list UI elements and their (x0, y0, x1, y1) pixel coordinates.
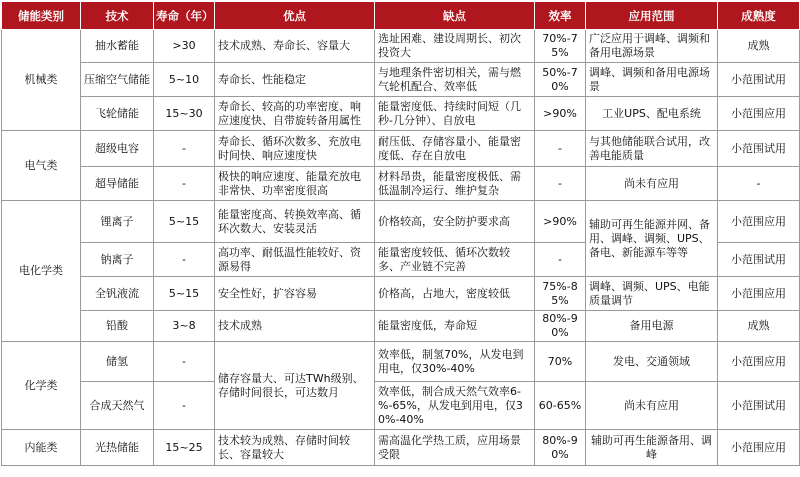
header-maturity: 成熟度 (718, 2, 800, 30)
life-cell: 5~15 (154, 277, 215, 311)
efficiency-cell: 70% (535, 342, 586, 382)
header-technology: 技术 (81, 2, 154, 30)
table-row (2, 430, 800, 466)
header-application: 应用范围 (586, 2, 718, 30)
life-cell: - (154, 342, 215, 382)
efficiency-cell: 80%-90% (535, 430, 586, 466)
tech-cell: 压缩空气储能 (81, 63, 154, 97)
efficiency-cell: >90% (535, 201, 586, 243)
table-row (2, 311, 800, 342)
application-cell: 辅助可再生能源备用、调峰 (586, 430, 718, 466)
maturity-cell: 成熟 (718, 30, 800, 63)
life-cell: 15~25 (154, 430, 215, 466)
category-cell: 化学类 (2, 342, 81, 430)
pros-cell: 寿命长、性能稳定 (215, 63, 375, 97)
life-cell: 5~15 (154, 201, 215, 243)
cons-cell: 能量密度低、持续时间短（几秒-几分钟）、自放电 (375, 97, 535, 131)
pros-cell: 高功率、耐低温性能较好、资源易得 (215, 243, 375, 277)
header-row (2, 2, 800, 30)
table-row (2, 382, 800, 430)
category-cell: 内能类 (2, 430, 81, 466)
efficiency-cell: - (535, 243, 586, 277)
cons-cell: 能量密度较低、循环次数较多、产业链不完善 (375, 243, 535, 277)
life-cell: >30 (154, 30, 215, 63)
maturity-cell: 小范围试用 (718, 131, 800, 167)
life-cell: - (154, 131, 215, 167)
cons-cell: 价格高，占地大，密度较低 (375, 277, 535, 311)
pros-cell: 安全性好，扩容容易 (215, 277, 375, 311)
efficiency-cell: >90% (535, 97, 586, 131)
pros-cell: 寿命长、循环次数多、充放电时间快、响应速度快 (215, 131, 375, 167)
life-cell: - (154, 243, 215, 277)
tech-cell: 储氢 (81, 342, 154, 382)
cons-cell: 能量密度低，寿命短 (375, 311, 535, 342)
header-lifespan: 寿命（年） (154, 2, 215, 30)
maturity-cell: 小范围应用 (718, 201, 800, 243)
maturity-cell: 小范围应用 (718, 277, 800, 311)
application-cell: 尚未有应用 (586, 167, 718, 201)
application-cell: 辅助可再生能源并网、备用、调峰、调频、UPS、备电、新能源车等等 (586, 201, 718, 277)
pros-cell: 技术较为成熟、存储时间较长、容量较大 (215, 430, 375, 466)
energy-storage-table (1, 1, 800, 466)
tech-cell: 合成天然气 (81, 382, 154, 430)
efficiency-cell: 75%-85% (535, 277, 586, 311)
maturity-cell: 小范围试用 (718, 382, 800, 430)
table-row (2, 167, 800, 201)
application-cell: 调峰、调频、UPS、电能质量调节 (586, 277, 718, 311)
life-cell: 5~10 (154, 63, 215, 97)
application-cell: 发电、交通领域 (586, 342, 718, 382)
table-row (2, 97, 800, 131)
table-row (2, 30, 800, 63)
maturity-cell: 成熟 (718, 311, 800, 342)
tech-cell: 锂离子 (81, 201, 154, 243)
maturity-cell: 小范围试用 (718, 243, 800, 277)
header-disadvantages: 缺点 (375, 2, 535, 30)
efficiency-cell: 80%-90% (535, 311, 586, 342)
life-cell: 15~30 (154, 97, 215, 131)
pros-cell: 寿命长、较高的功率密度、响应速度快、自带旋转备用属性 (215, 97, 375, 131)
pros-cell: 储存容量大、可达TWh级别、存储时间很长，可达数月 (215, 342, 375, 430)
tech-cell: 铅酸 (81, 311, 154, 342)
table-row (2, 277, 800, 311)
maturity-cell: 小范围应用 (718, 430, 800, 466)
tech-cell: 抽水蓄能 (81, 30, 154, 63)
maturity-cell: 小范围应用 (718, 342, 800, 382)
header-category: 储能类别 (2, 2, 81, 30)
tech-cell: 超导储能 (81, 167, 154, 201)
pros-cell: 极快的响应速度、能量充放电非常快、功率密度很高 (215, 167, 375, 201)
cons-cell: 效率低，制合成天然气效率6-%-65%，从发电到用电，仅30%-40% (375, 382, 535, 430)
table-row (2, 342, 800, 382)
pros-cell: 能量密度高、转换效率高、循环次数大、安装灵活 (215, 201, 375, 243)
efficiency-cell: - (535, 131, 586, 167)
tech-cell: 光热储能 (81, 430, 154, 466)
maturity-cell: - (718, 167, 800, 201)
header-advantages: 优点 (215, 2, 375, 30)
pros-cell: 技术成熟、寿命长、容量大 (215, 30, 375, 63)
application-cell: 尚未有应用 (586, 382, 718, 430)
cons-cell: 效率低，制氢70%，从发电到用电，仅30%-40% (375, 342, 535, 382)
cons-cell: 需高温化学热工质，应用场景受限 (375, 430, 535, 466)
table-row (2, 131, 800, 167)
application-cell: 备用电源 (586, 311, 718, 342)
cons-cell: 与地理条件密切相关，需与燃气轮机配合、效率低 (375, 63, 535, 97)
header-efficiency: 效率 (535, 2, 586, 30)
cons-cell: 价格较高，安全防护要求高 (375, 201, 535, 243)
life-cell: - (154, 382, 215, 430)
category-cell: 电气类 (2, 131, 81, 201)
category-cell: 电化学类 (2, 201, 81, 342)
life-cell: - (154, 167, 215, 201)
cons-cell: 耐压低、存储容量小、能量密度低、存在自放电 (375, 131, 535, 167)
pros-cell: 技术成熟 (215, 311, 375, 342)
efficiency-cell: 70%-75% (535, 30, 586, 63)
application-cell: 工业UPS、配电系统 (586, 97, 718, 131)
efficiency-cell: 60-65% (535, 382, 586, 430)
application-cell: 与其他储能联合试用，改善电能质量 (586, 131, 718, 167)
cons-cell: 选址困难、建设周期长、初次投资大 (375, 30, 535, 63)
life-cell: 3~8 (154, 311, 215, 342)
tech-cell: 超级电容 (81, 131, 154, 167)
application-cell: 调峰、调频和备用电源场景 (586, 63, 718, 97)
cons-cell: 材料昂贵，能量密度极低、需低温制冷运行、维护复杂 (375, 167, 535, 201)
efficiency-cell: - (535, 167, 586, 201)
table-row (2, 63, 800, 97)
tech-cell: 全钒液流 (81, 277, 154, 311)
tech-cell: 飞轮储能 (81, 97, 154, 131)
tech-cell: 钠离子 (81, 243, 154, 277)
maturity-cell: 小范围应用 (718, 97, 800, 131)
maturity-cell: 小范围试用 (718, 63, 800, 97)
table-row (2, 201, 800, 243)
application-cell: 广泛应用于调峰、调频和备用电源场景 (586, 30, 718, 63)
category-cell: 机械类 (2, 30, 81, 131)
efficiency-cell: 50%-70% (535, 63, 586, 97)
